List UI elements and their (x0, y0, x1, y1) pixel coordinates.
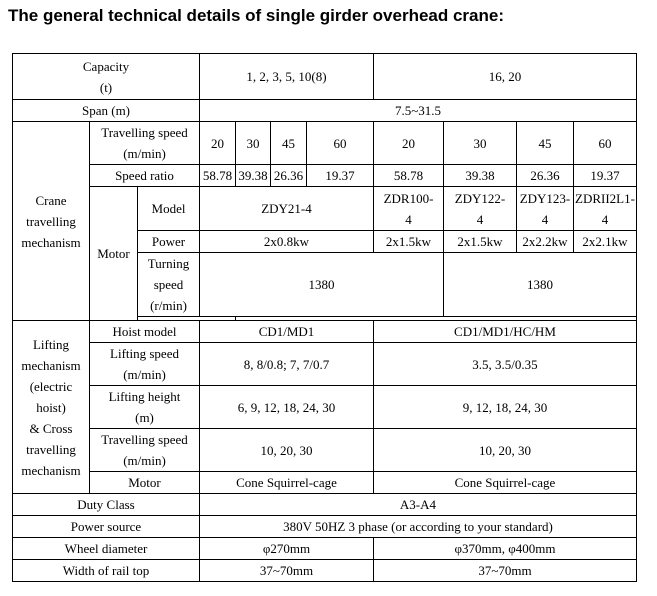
lifting-motor-row (13, 472, 637, 494)
speed-ratio-value: 19.37 (574, 165, 637, 187)
power-value: 2x1.5kw (374, 231, 444, 253)
lifting-motor-value: Cone Squirrel-cage (374, 472, 637, 494)
rail-top-label: Width of rail top (13, 560, 200, 582)
lifting-motor-value: Cone Squirrel-cage (200, 472, 374, 494)
power-label: Power (138, 231, 200, 253)
power-source-value: 380V 50HZ 3 phase (or according to your standard) (200, 516, 637, 538)
speed-ratio-value: 26.36 (271, 165, 307, 187)
cross-travel-speed-value: 10, 20, 30 (200, 429, 374, 472)
rail-top-row (13, 560, 637, 582)
rail-top-value: 37~70mm (374, 560, 637, 582)
cross-travel-speed-value: 10, 20, 30 (374, 429, 637, 472)
span-row (13, 100, 637, 122)
capacity-row (13, 54, 637, 100)
rail-top-value: 37~70mm (200, 560, 374, 582)
wheel-diameter-label: Wheel diameter (13, 538, 200, 560)
hoist-model-label: Hoist model (90, 321, 200, 343)
speed-ratio-value: 39.38 (444, 165, 517, 187)
lifting-speed-value: 8, 8/0.8; 7, 7/0.7 (200, 343, 374, 386)
turning-speed-value: 1380 (200, 253, 444, 317)
duty-class-value: A3-A4 (200, 494, 637, 516)
lifting-height-label: Lifting height (m) (90, 386, 200, 429)
lifting-height-value: 9, 12, 18, 24, 30 (374, 386, 637, 429)
crane-travel-speed-value: 45 (517, 122, 574, 165)
crane-travel-speed-value: 60 (307, 122, 374, 165)
crane-travel-speed-value: 20 (374, 122, 444, 165)
duty-class-label: Duty Class (13, 494, 200, 516)
lifting-motor-label: Motor (90, 472, 200, 494)
motor-label: Motor (90, 187, 138, 321)
speed-ratio-value: 26.36 (517, 165, 574, 187)
wheel-diameter-value: φ370mm, φ400mm (374, 538, 637, 560)
model-value: ZDY123- 4 (517, 187, 574, 231)
lifting-height-value: 6, 9, 12, 18, 24, 30 (200, 386, 374, 429)
crane-travel-speed-value: 20 (200, 122, 236, 165)
hoist-model-value: CD1/MD1 (200, 321, 374, 343)
power-source-label: Power source (13, 516, 200, 538)
span-value: 7.5~31.5 (200, 100, 637, 122)
model-value: ZDR100- 4 (374, 187, 444, 231)
model-value: ZDRII2L1-4 (574, 187, 637, 231)
power-value: 2x2.2kw (517, 231, 574, 253)
motor-model-row (13, 187, 637, 231)
power-value: 2x1.5kw (444, 231, 517, 253)
model-value: ZDY122- 4 (444, 187, 517, 231)
capacity-group1: 1, 2, 3, 5, 10(8) (200, 54, 374, 100)
crane-spec-table (12, 53, 637, 582)
duty-class-row (13, 494, 637, 516)
power-value: 2x0.8kw (200, 231, 374, 253)
wheel-diameter-row (13, 538, 637, 560)
crane-travel-speed-value: 60 (574, 122, 637, 165)
hoist-model-row (13, 321, 637, 343)
hoist-model-value: CD1/MD1/HC/HM (374, 321, 637, 343)
crane-travel-speed-label: Travelling speed (m/min) (90, 122, 200, 165)
wheel-diameter-value: φ270mm (200, 538, 374, 560)
turning-speed-value: 1380 (444, 253, 637, 317)
lifting-speed-row (13, 343, 637, 386)
crane-travel-section-label: Crane travelling mechanism (13, 122, 90, 321)
speed-ratio-row (13, 165, 637, 187)
speed-ratio-value: 39.38 (236, 165, 271, 187)
crane-travel-speed-value: 30 (444, 122, 517, 165)
capacity-group2: 16, 20 (374, 54, 637, 100)
capacity-label: Capacity (t) (13, 54, 200, 100)
power-source-row (13, 516, 637, 538)
crane-travel-speed-row (13, 122, 637, 165)
lifting-speed-value: 3.5, 3.5/0.35 (374, 343, 637, 386)
cross-travel-speed-label: Travelling speed (m/min) (90, 429, 200, 472)
speed-ratio-label: Speed ratio (90, 165, 200, 187)
lifting-speed-label: Lifting speed (m/min) (90, 343, 200, 386)
power-value: 2x2.1kw (574, 231, 637, 253)
model-value: ZDY21-4 (200, 187, 374, 231)
model-label: Model (138, 187, 200, 231)
crane-travel-speed-value: 45 (271, 122, 307, 165)
speed-ratio-value: 19.37 (307, 165, 374, 187)
cross-travel-speed-row (13, 429, 637, 472)
page-title: The general technical details of single girder overhead crane: (8, 6, 504, 25)
crane-travel-speed-value: 30 (236, 122, 271, 165)
lifting-height-row (13, 386, 637, 429)
speed-ratio-value: 58.78 (374, 165, 444, 187)
span-label: Span (m) (13, 100, 200, 122)
lifting-section-label: Lifting mechanism (electric hoist) & Cross travelling mechanism (13, 321, 90, 494)
turning-speed-label: Turning speed (r/min) (138, 253, 200, 317)
speed-ratio-value: 58.78 (200, 165, 236, 187)
